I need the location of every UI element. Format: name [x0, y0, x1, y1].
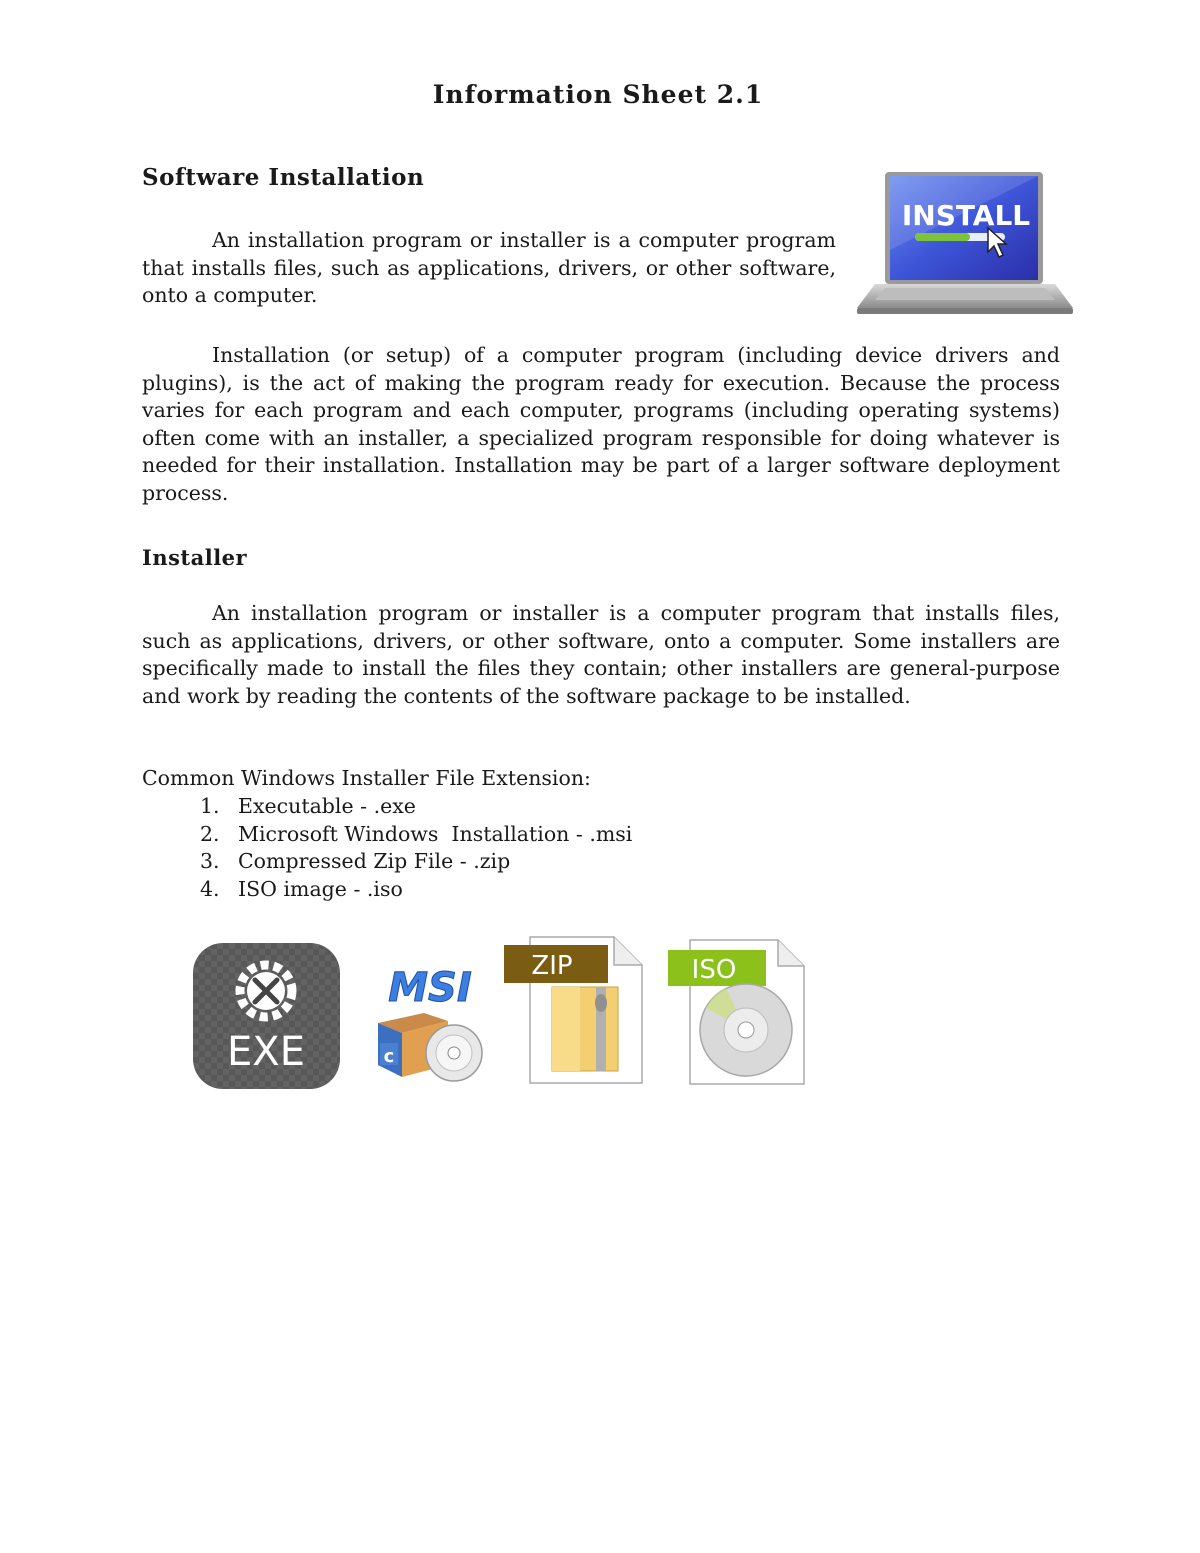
exe-label: EXE: [227, 1029, 305, 1075]
zip-label: ZIP: [531, 951, 573, 981]
paragraph-text: An installation program or installer is a computer program that installs files, such as applications, drivers, or other software, onto a computer. Some installers are specifically made to install the files they contain; other installers are general-purpose and work by reading the contents of the software package to be installed.: [142, 601, 1060, 708]
page-title: Information Sheet 2.1: [432, 80, 764, 109]
msi-label: MSI: [388, 965, 472, 1011]
list-item: 2. Microsoft Windows Installation - .msi: [200, 821, 633, 846]
paragraph-installer-details: [142, 600, 1060, 710]
list-item: 1. Executable - .exe: [200, 794, 416, 818]
paragraph-installation-setup: [142, 342, 1060, 508]
section-heading-software-installation: Software Installation: [142, 164, 425, 191]
iso-label: ISO: [691, 955, 737, 985]
svg-text:c: c: [383, 1046, 395, 1067]
list-item: 3. Compressed Zip File - .zip: [200, 849, 511, 874]
extension-list-intro: Common Windows Installer File Extension:: [142, 766, 591, 790]
paragraph-text: Installation (or setup) of a computer program (including device drivers and plugins), is the act of making the program ready for execution. Because the process varies for each program and each computer, programs (including operating systems) often come with an installer, a specialized program responsible for doing whatever is needed for their installation. Installation may be part of a larger software deployment process.: [142, 343, 1060, 505]
paragraph-text: An installation program or installer is a computer program that installs files, such as applications, drivers, or other software, onto a computer.: [142, 228, 836, 308]
paragraph-installer-definition: [142, 227, 836, 310]
zip-file-icon: [502, 935, 645, 1085]
msi-file-icon: [368, 965, 492, 1083]
install-label: INSTALL: [901, 199, 1031, 232]
list-item: 4. ISO image - .iso: [200, 876, 403, 901]
exe-file-icon: [193, 943, 340, 1089]
section-heading-installer: Installer: [142, 545, 248, 570]
iso-file-icon: [666, 938, 806, 1086]
extension-list: [200, 793, 632, 903]
laptop-install-image: [855, 170, 1075, 316]
